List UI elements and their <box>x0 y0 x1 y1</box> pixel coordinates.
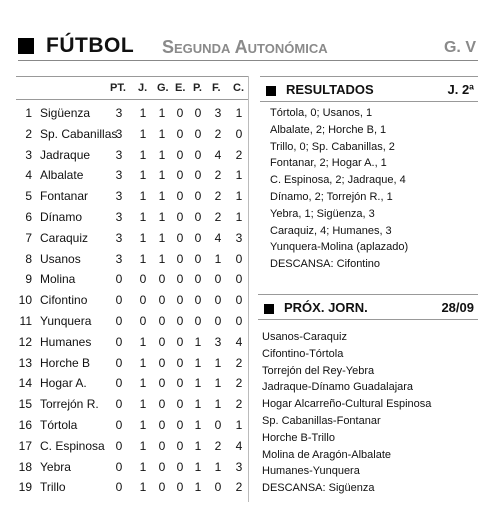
table-row <box>16 394 248 415</box>
row-stat-f: 0 <box>214 480 222 495</box>
results-square-icon <box>266 86 276 96</box>
row-stat-f: 3 <box>214 106 222 120</box>
row-stat-g: 0 <box>158 480 166 495</box>
row-stat-pt: 0 <box>115 376 123 391</box>
row-team-name: Cifontino <box>40 293 88 308</box>
row-stat-c: 1 <box>235 189 243 204</box>
results-top-divider <box>260 76 478 77</box>
row-stat-e: 0 <box>176 397 184 412</box>
row-stat-f: 0 <box>214 313 222 328</box>
fixture-item: DESCANSA: Sigüenza <box>262 482 375 495</box>
row-stat-e: 0 <box>176 293 184 308</box>
row-stat-p: 1 <box>194 376 202 391</box>
row-stat-c: 2 <box>235 355 243 370</box>
row-stat-f: 2 <box>214 126 222 141</box>
row-stat-g: 0 <box>158 397 166 412</box>
table-row <box>16 415 248 436</box>
result-item: Fontanar, 2; Hogar A., 1 <box>270 157 387 170</box>
section-subtitle: Segunda Autonómica <box>162 37 328 57</box>
result-item: Tórtola, 0; Usanos, 1 <box>270 107 373 119</box>
fixture-item: Sp. Cabanillas-Fontanar <box>262 414 381 427</box>
row-stat-p: 0 <box>194 272 202 287</box>
fixture-item: Humanes-Yunquera <box>262 465 360 478</box>
row-position: 8 <box>25 251 32 266</box>
row-stat-c: 0 <box>235 126 243 141</box>
table-row <box>16 457 248 478</box>
row-stat-j: 1 <box>139 147 147 162</box>
row-position: 1 <box>25 106 32 120</box>
row-stat-p: 0 <box>194 313 202 328</box>
col-header-pt: PT. <box>110 82 126 94</box>
row-stat-f: 1 <box>214 355 222 370</box>
row-stat-c: 1 <box>235 106 243 120</box>
row-stat-e: 0 <box>176 189 184 204</box>
row-position: 15 <box>18 397 32 412</box>
row-stat-j: 1 <box>139 438 147 453</box>
row-stat-f: 0 <box>214 293 222 308</box>
row-position: 4 <box>25 168 32 183</box>
result-item: Yunquera-Molina (aplazado) <box>270 241 409 254</box>
results-header <box>260 80 478 102</box>
row-stat-c: 3 <box>235 230 243 245</box>
row-stat-j: 1 <box>139 334 147 349</box>
row-stat-f: 2 <box>214 209 222 224</box>
row-stat-g: 0 <box>158 313 166 328</box>
row-team-name: C. Espinosa <box>40 438 105 453</box>
result-item: Trillo, 0; Sp. Cabanillas, 2 <box>270 140 395 153</box>
table-top-divider <box>16 76 248 77</box>
row-stat-pt: 3 <box>115 147 123 162</box>
row-stat-p: 0 <box>194 147 202 162</box>
row-stat-g: 0 <box>158 438 166 453</box>
row-team-name: Albalate <box>40 168 84 183</box>
row-stat-e: 0 <box>176 106 184 120</box>
row-stat-f: 2 <box>214 168 222 183</box>
fixture-item: Horche B-Trillo <box>262 431 335 444</box>
row-stat-f: 1 <box>214 251 222 266</box>
standings-table <box>16 76 249 502</box>
row-stat-e: 0 <box>176 459 184 474</box>
table-row <box>16 436 248 457</box>
row-stat-pt: 0 <box>115 480 123 495</box>
row-team-name: Sigüenza <box>40 106 91 120</box>
col-header-j: J. <box>138 82 148 94</box>
row-stat-c: 3 <box>235 459 243 474</box>
row-stat-g: 0 <box>158 272 166 287</box>
row-stat-e: 0 <box>176 251 184 266</box>
row-stat-f: 4 <box>214 147 222 162</box>
row-stat-g: 0 <box>158 355 166 370</box>
row-stat-g: 1 <box>158 251 166 266</box>
row-stat-p: 1 <box>194 397 202 412</box>
row-stat-c: 2 <box>235 376 243 391</box>
row-stat-j: 0 <box>139 272 147 287</box>
row-team-name: Yebra <box>40 459 71 474</box>
row-position: 5 <box>25 189 32 204</box>
row-stat-p: 1 <box>194 417 202 432</box>
table-row <box>16 353 248 374</box>
row-position: 18 <box>18 459 32 474</box>
table-row <box>16 477 248 498</box>
fixture-item: Hogar Alcarreño-Cultural Espinosa <box>262 398 432 411</box>
col-header-e: E. <box>175 82 186 94</box>
row-stat-j: 0 <box>139 313 147 328</box>
row-team-name: Caraquiz <box>40 230 89 245</box>
row-stat-j: 1 <box>139 251 147 266</box>
result-item: C. Espinosa, 2; Jadraque, 4 <box>270 174 406 187</box>
table-row <box>16 124 248 145</box>
row-stat-f: 0 <box>214 272 222 287</box>
row-stat-c: 0 <box>235 272 243 287</box>
row-stat-f: 1 <box>214 397 222 412</box>
table-row <box>16 165 248 186</box>
table-row <box>16 103 248 124</box>
row-stat-c: 4 <box>235 334 243 349</box>
fixture-item: Jadraque-Dínamo Guadalajara <box>262 381 414 394</box>
row-stat-p: 0 <box>194 189 202 204</box>
row-stat-e: 0 <box>176 147 184 162</box>
row-stat-f: 0 <box>214 417 222 432</box>
header-divider <box>18 60 478 61</box>
row-stat-pt: 3 <box>115 126 123 141</box>
results-title: RESULTADOS <box>286 82 374 97</box>
row-stat-g: 1 <box>158 126 166 141</box>
row-stat-g: 1 <box>158 189 166 204</box>
row-stat-c: 1 <box>235 209 243 224</box>
row-stat-g: 0 <box>158 293 166 308</box>
row-stat-c: 2 <box>235 397 243 412</box>
header-square-icon <box>18 38 34 54</box>
row-stat-p: 0 <box>194 293 202 308</box>
row-stat-pt: 3 <box>115 168 123 183</box>
row-stat-e: 0 <box>176 209 184 224</box>
row-stat-j: 1 <box>139 417 147 432</box>
results-round: J. 2ª <box>447 82 474 97</box>
section-title: FÚTBOL <box>46 34 135 57</box>
section-header <box>18 36 478 66</box>
row-stat-g: 1 <box>158 209 166 224</box>
row-position: 10 <box>18 293 32 308</box>
next-header-divider <box>258 319 478 320</box>
row-team-name: Molina <box>40 272 76 287</box>
row-stat-f: 2 <box>214 189 222 204</box>
row-stat-g: 1 <box>158 147 166 162</box>
row-stat-g: 0 <box>158 459 166 474</box>
row-team-name: Usanos <box>40 251 81 266</box>
row-stat-c: 2 <box>235 147 243 162</box>
row-stat-j: 1 <box>139 189 147 204</box>
result-item: Dínamo, 2; Torrejón R., 1 <box>270 190 393 203</box>
row-stat-e: 0 <box>176 355 184 370</box>
row-stat-p: 1 <box>194 438 202 453</box>
row-position: 2 <box>25 126 32 141</box>
row-stat-e: 0 <box>176 230 184 245</box>
table-row <box>16 145 248 166</box>
row-stat-p: 1 <box>194 334 202 349</box>
row-stat-j: 1 <box>139 209 147 224</box>
result-item: Caraquiz, 4; Humanes, 3 <box>270 224 392 237</box>
row-position: 14 <box>18 376 32 391</box>
results-header-divider <box>260 101 478 102</box>
row-stat-pt: 0 <box>115 313 123 328</box>
row-position: 19 <box>18 480 32 495</box>
next-top-divider <box>258 294 478 295</box>
row-stat-e: 0 <box>176 126 184 141</box>
row-stat-pt: 3 <box>115 251 123 266</box>
next-fixtures-list <box>262 329 468 497</box>
row-position: 13 <box>18 355 32 370</box>
row-stat-g: 0 <box>158 417 166 432</box>
row-stat-g: 0 <box>158 376 166 391</box>
row-stat-e: 0 <box>176 376 184 391</box>
row-stat-p: 1 <box>194 355 202 370</box>
row-stat-c: 1 <box>235 168 243 183</box>
row-stat-c: 0 <box>235 313 243 328</box>
result-item: Albalate, 2; Horche B, 1 <box>270 123 387 136</box>
fixture-item: Torrejón del Rey-Yebra <box>262 364 375 377</box>
row-stat-p: 0 <box>194 126 202 141</box>
table-header-divider <box>16 99 248 100</box>
row-stat-pt: 0 <box>115 355 123 370</box>
row-team-name: Torrejón R. <box>40 397 99 412</box>
row-stat-j: 1 <box>139 397 147 412</box>
row-stat-f: 2 <box>214 438 222 453</box>
row-stat-pt: 0 <box>115 459 123 474</box>
row-position: 6 <box>25 209 32 224</box>
row-stat-j: 1 <box>139 230 147 245</box>
table-row <box>16 249 248 270</box>
row-stat-g: 1 <box>158 230 166 245</box>
result-item: Yebra, 1; Sigüenza, 3 <box>270 207 375 220</box>
table-row <box>16 311 248 332</box>
row-position: 3 <box>25 147 32 162</box>
row-team-name: Dínamo <box>40 209 83 224</box>
row-stat-c: 4 <box>235 438 243 453</box>
table-body <box>16 103 248 498</box>
row-stat-p: 0 <box>194 251 202 266</box>
row-team-name: Fontanar <box>40 189 89 204</box>
col-header-f: F. <box>212 82 221 94</box>
row-stat-e: 0 <box>176 272 184 287</box>
table-row <box>16 290 248 311</box>
row-team-name: Trillo <box>40 480 66 495</box>
row-stat-c: 1 <box>235 417 243 432</box>
row-stat-pt: 0 <box>115 397 123 412</box>
row-stat-j: 1 <box>139 376 147 391</box>
row-stat-e: 0 <box>176 168 184 183</box>
row-stat-p: 0 <box>194 230 202 245</box>
row-stat-j: 1 <box>139 355 147 370</box>
results-list <box>270 105 476 273</box>
row-stat-e: 0 <box>176 313 184 328</box>
table-row <box>16 228 248 249</box>
row-stat-p: 0 <box>194 168 202 183</box>
table-row <box>16 207 248 228</box>
row-position: 11 <box>19 313 32 328</box>
row-stat-p: 0 <box>194 209 202 224</box>
col-header-c: C. <box>233 82 244 94</box>
row-stat-j: 1 <box>139 126 147 141</box>
row-stat-f: 3 <box>214 334 222 349</box>
row-stat-pt: 0 <box>115 272 123 287</box>
fixture-item: Cifontino-Tórtola <box>262 347 344 360</box>
row-position: 7 <box>25 230 32 245</box>
next-header <box>258 298 478 320</box>
row-stat-p: 1 <box>194 480 202 495</box>
row-stat-p: 1 <box>194 459 202 474</box>
table-row <box>16 186 248 207</box>
row-stat-e: 0 <box>176 417 184 432</box>
row-stat-pt: 3 <box>115 230 123 245</box>
row-stat-f: 1 <box>214 376 222 391</box>
row-stat-e: 0 <box>176 438 184 453</box>
row-stat-c: 2 <box>235 480 243 495</box>
author-initials: G. V <box>443 39 476 56</box>
row-stat-pt: 0 <box>115 334 123 349</box>
row-stat-f: 1 <box>214 459 222 474</box>
row-stat-j: 1 <box>139 106 147 120</box>
next-title: PRÓX. JORN. <box>284 300 368 315</box>
fixture-item: Molina de Aragón-Albalate <box>262 448 392 461</box>
col-header-p: P. <box>193 82 202 94</box>
fixture-item: Usanos-Caraquiz <box>262 331 347 343</box>
row-team-name: Tórtola <box>40 417 78 432</box>
row-stat-c: 0 <box>235 251 243 266</box>
row-stat-p: 0 <box>194 106 202 120</box>
row-stat-pt: 0 <box>115 438 123 453</box>
col-header-g: G. <box>157 82 169 94</box>
next-square-icon <box>264 304 274 314</box>
row-team-name: Horche B <box>40 355 91 370</box>
row-stat-j: 1 <box>139 168 147 183</box>
row-stat-f: 4 <box>214 230 222 245</box>
row-position: 17 <box>18 438 32 453</box>
row-team-name: Humanes <box>40 334 92 349</box>
row-team-name: Jadraque <box>40 147 91 162</box>
row-team-name: Hogar A. <box>40 376 87 391</box>
row-stat-e: 0 <box>176 480 184 495</box>
row-stat-pt: 0 <box>115 417 123 432</box>
row-stat-e: 0 <box>176 334 184 349</box>
table-header <box>16 82 248 98</box>
row-stat-j: 1 <box>139 459 147 474</box>
table-row <box>16 332 248 353</box>
table-row <box>16 269 248 290</box>
next-date: 28/09 <box>441 300 474 315</box>
row-stat-j: 1 <box>139 480 147 495</box>
row-stat-j: 0 <box>139 293 147 308</box>
row-stat-pt: 3 <box>115 106 123 120</box>
row-stat-c: 0 <box>235 293 243 308</box>
row-stat-g: 1 <box>158 168 166 183</box>
row-position: 12 <box>18 334 32 349</box>
row-stat-pt: 0 <box>115 293 123 308</box>
row-stat-g: 1 <box>158 106 166 120</box>
table-row <box>16 373 248 394</box>
row-position: 16 <box>18 417 32 432</box>
row-team-name: Yunquera <box>40 313 92 328</box>
row-stat-pt: 3 <box>115 209 123 224</box>
result-item: DESCANSA: Cifontino <box>270 258 381 271</box>
row-team-name: Sp. Cabanillas <box>40 126 118 141</box>
row-position: 9 <box>25 272 32 287</box>
row-stat-g: 0 <box>158 334 166 349</box>
row-stat-pt: 3 <box>115 189 123 204</box>
